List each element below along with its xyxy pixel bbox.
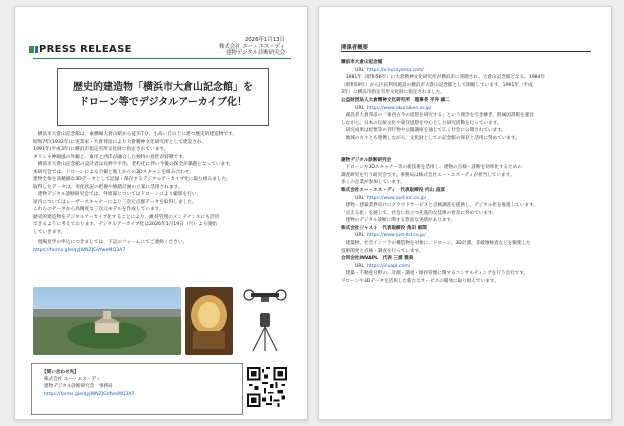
body-line: 本研究会では、ドローンによる空撮と地上からの3Dスキャンを組み合わせ、	[33, 169, 195, 175]
entry-name: 株式会社エー・エス・ディ 代表取締役 内山 昌彦	[341, 187, 445, 193]
body-line: できるように考えております。デジタルアーカイブ化は2026年1月19日（月）より開始	[33, 222, 217, 227]
contact-link[interactable]: https://forms.gle/qyJWNZJGVfweMQ3A7	[44, 391, 135, 397]
entry-list	[341, 59, 597, 286]
entry-desc: 技術開発と点検・調査を行っています。	[341, 248, 424, 254]
title-line-2: ドローン等でデジタルアーカイブ化！	[78, 97, 248, 108]
qr-code-icon	[247, 367, 287, 407]
body-line: これらのデータから高精度な三次元モデルを作成しています。	[33, 207, 164, 212]
entry-desc: ドローンや3Dスキャナー等の新技術を活用し、建物の点検・診断を効率化するための	[341, 165, 522, 171]
entry-name: 合同会社INVAPL 代表 三浦 雅美	[341, 256, 414, 262]
body-line: 昭和7年(1932年)に実業家・大倉邦彦により大倉精神文化研究所として建設され、	[33, 139, 207, 145]
body-line: 建物デジタル診断研究会では、外周部についてはドローンにより撮影を行い、	[33, 192, 202, 197]
body-line: 屋内についてはレーザースキャナーにより三次元点群データを取得しました。	[33, 199, 197, 205]
drone-scanner-image	[239, 287, 291, 355]
body-line: 横浜市大倉山記念館の設計者は長野宇平治、老朽化に伴い今後の保全が課題となっています。	[33, 162, 235, 167]
entry-desc: 研究成果は紀要等の刊行物や公開講座を通じて広く社会に公開されています。	[341, 128, 507, 134]
aerial-photo-image	[33, 287, 181, 355]
contact-heading: 【問い合わせ先】	[42, 370, 79, 375]
entry-link[interactable]: https://www.just-ltd.co.jp/	[367, 233, 426, 239]
header-info	[219, 37, 285, 57]
entry-desc: 建物のデジタル診断に関する豊富な実績があります。	[341, 218, 456, 224]
blue-bar-icon	[35, 46, 38, 53]
entry-link[interactable]: https://invapl.com/	[367, 263, 411, 269]
entry-name: 公益財団法人大倉精神文化研究所 理事長 平井 誠二	[341, 97, 450, 103]
contact-department: 建物デジタル診断研究会 事務局	[44, 384, 113, 390]
body-line: 1991年(平成3年)に横浜市指定有形文化財に指定されています。	[33, 147, 169, 152]
entry-desc: 1981年（昭和56年）に大倉精神文化研究所が横浜市に寄贈され、大倉山記念館となる。1984年	[341, 75, 546, 81]
contact-box	[31, 363, 243, 415]
entry-desc: しながら、日本の伝統文化や東洋思想を中心とした研究活動を行っています。	[341, 120, 502, 126]
entry-invapl	[341, 255, 597, 285]
press-release-page-1	[14, 6, 308, 420]
title-box	[57, 68, 269, 126]
green-bar-icon	[29, 46, 34, 53]
body-line: 建物全体を高精細な3Dデータとして記録・保存するデジタルアーカイブ化に取り組みました。	[33, 177, 231, 182]
entry-name: 横浜市大倉山記念館	[341, 60, 383, 65]
department-name: 建物デジタル診断研究会	[226, 50, 285, 57]
entry-link[interactable]: https://o-kurayama.com/	[367, 67, 424, 73]
entry-desc: 多くの企業が参加しています。	[341, 180, 405, 186]
section-divider	[341, 51, 591, 52]
header-divider	[33, 58, 291, 59]
body-line: していきます。	[33, 229, 66, 235]
url-label: URL	[355, 67, 365, 73]
form-instruction: 現場見学の申込につきましては、下記のフォームにてご連絡ください。	[33, 240, 188, 245]
contact-company: 株式会社 エー・エス・ディ	[44, 377, 101, 383]
press-release-page-2	[318, 6, 612, 420]
url-label: URL	[355, 195, 365, 201]
url-label: URL	[355, 105, 365, 111]
entry-desc: 建築・不動産分野の、計測・調査・維持管理に関するコンサルティングを行う会社です。	[341, 271, 529, 277]
entry-link[interactable]: https://www.asd-inc.co.jp/	[367, 195, 427, 201]
form-link[interactable]: https://forms.gle/qyJWNZJGVfweMQ3A7	[33, 247, 126, 253]
url-label: URL	[355, 263, 365, 269]
entry-desc: 地域の方々とも連携しながら、文化財としての記念館の保存と活用に努めています。	[341, 135, 520, 141]
entry-desc: 創設者大倉邦彦の「東西古今の思想を研究する」という理念を引き継ぎ、附属図書館を運営	[341, 113, 534, 119]
body-line: 取得したデータは、劣化状況の把握や修繕計画の立案に活用されます。	[33, 184, 183, 190]
entry-desc: 「見える化」を通じて、社会に役立つ先進的な技術の普及に努めています。	[341, 210, 497, 216]
entry-asd	[341, 187, 597, 225]
entry-okurayama	[341, 59, 597, 97]
release-date: 2026年1月13日	[244, 37, 285, 43]
entry-research-group	[341, 157, 597, 187]
press-release-label: PRESS RELEASE	[39, 44, 132, 55]
url-label: URL	[355, 233, 365, 239]
entry-name: 建物デジタル診断研究会	[341, 157, 392, 163]
body-line: 歴史的建造物をデジタルアーカイブ化することにより、維持管理のメンテナンスにも活用	[33, 214, 220, 220]
entry-link[interactable]: https://www.okuraiken.or.jp/	[367, 105, 432, 111]
title-line-1: 歴史的建造物「横浜市大倉山記念館」を	[73, 82, 253, 93]
entry-just	[341, 225, 597, 255]
entry-desc: 調査研究を行う研究会です。事務局は株式会社エー・エス・ディが担当しています。	[341, 172, 515, 178]
company-name: 株式会社 エー・エス・ディ	[219, 43, 285, 50]
entry-desc: （昭和59年）から区民利用施設の横浜市大倉山記念館として開館しています。1991年（平成	[341, 82, 533, 88]
entry-desc: ドローンや3Dデータを活用した新たなサービスの開発に取り組んでいます。	[341, 279, 499, 285]
interior-hall-image	[185, 287, 233, 355]
entry-desc: 建物・建築業界向けにクラウドサービスと点検調査を提供し、デジタル化を推進しています。	[341, 203, 538, 209]
body-line: 横浜市大倉山記念館は、東横線大倉山駅から徒歩7分、小高い丘の上に建つ歴史的建造物です。	[33, 132, 238, 137]
entry-okura-institute	[341, 97, 597, 143]
entry-desc: 3年）に横浜市指定有形文化財に指定されました。	[341, 90, 445, 96]
body-line: ギリシャ神殿風の外観と、東洋と西洋が融合した独特の意匠が特徴です。	[33, 154, 188, 160]
body-text	[33, 131, 293, 254]
section-title: 関係者概要	[341, 45, 368, 51]
entry-desc: 建築物、社会インフラの構造物を対象に、ドローン、3D計測、非破壊検査などを駆使した	[341, 241, 531, 247]
entry-name: 株式会社ジャスト 代表取締役 角田 部間	[341, 225, 427, 231]
